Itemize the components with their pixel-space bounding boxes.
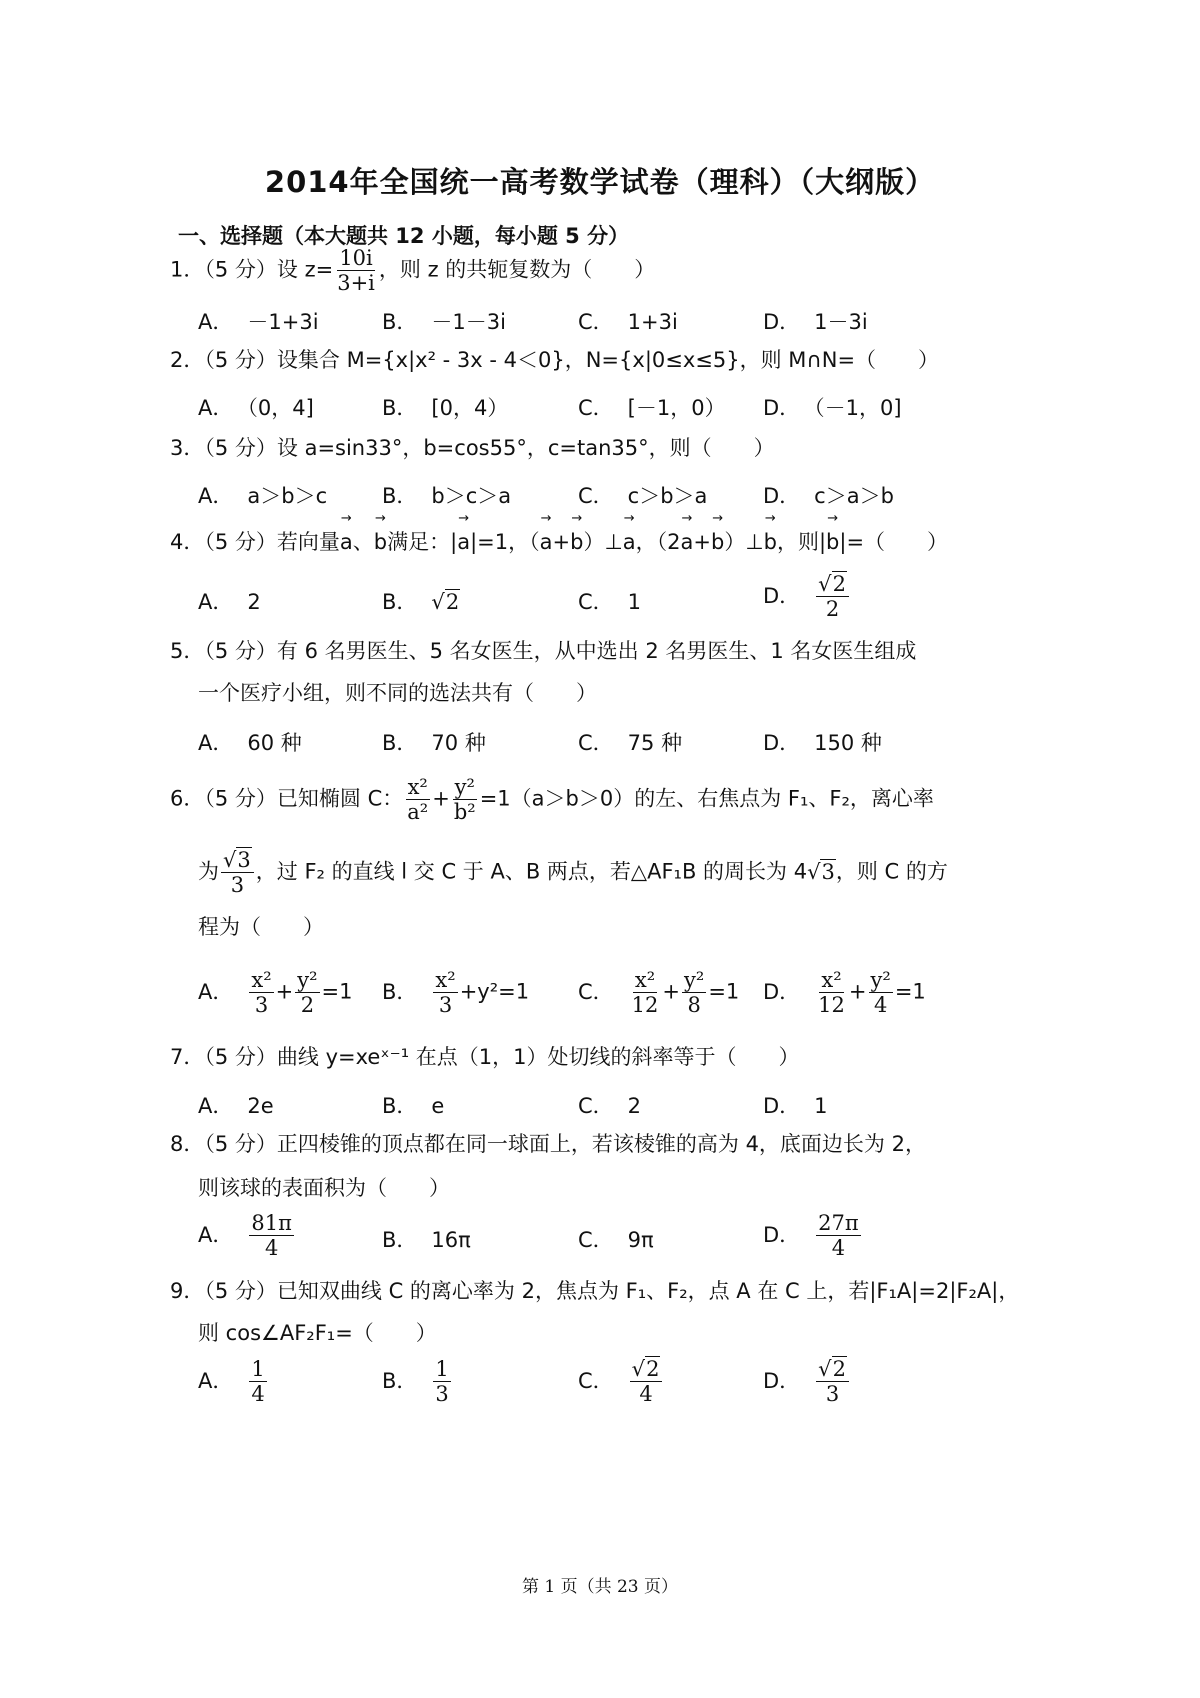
q8-option-b: B． 16π: [382, 1228, 471, 1252]
q1-option-b: B． －1－3i: [382, 310, 506, 334]
q8-option-d: D． $\frac{27\pi}{4}$: [763, 1211, 859, 1260]
q4-option-c: C． 1: [578, 590, 642, 614]
question-4: 4．（5 分）若向量→ a、→ b满足：|→ a|=1，（→ a+→ b）⊥→ a，（2→ a+→ b）⊥→ b，则|→ b|=（ ）: [170, 527, 948, 557]
fraction: $\frac{10i}{3+i}$: [337, 246, 375, 295]
question-9-line-1: 9．（5 分）已知双曲线 C 的离心率为 2，焦点为 F₁、F₂，点 A 在 C 上，若|F₁A|=2|F₂A|，: [170, 1279, 1020, 1303]
question-1: 1．（5 分）设 z= $\frac{10i}{3+i}$ ，则 z 的共轭复数为（ ）: [170, 246, 656, 295]
q9-option-d: D． $\frac{√2}{3}$: [763, 1357, 851, 1406]
q2-option-a: A． （0，4]: [198, 396, 314, 420]
q1-option-d: D． 1－3i: [763, 310, 868, 334]
q7-option-d: D． 1: [763, 1094, 828, 1118]
page-title: 2014年全国统一高考数学试卷（理科）（大纲版）: [264, 165, 936, 199]
q6-option-b: B． $\frac{\text{x²}}{3}$ +y²=1: [382, 968, 530, 1017]
q3-option-d: D． c＞a＞b: [763, 484, 894, 508]
q2-option-b: B． [0，4）: [382, 396, 509, 420]
q5-option-c: C． 75 种: [578, 731, 683, 755]
q4-option-a: A． 2: [198, 590, 261, 614]
q5-option-a: A． 60 种: [198, 731, 302, 755]
question-8-line-2: 则该球的表面积为（ ）: [198, 1176, 450, 1200]
q9-option-c: C． $\frac{√2}{4}$: [578, 1357, 664, 1406]
q4-option-d: D． $\frac{√2}{2}$: [763, 572, 851, 621]
q5-option-b: B． 70 种: [382, 731, 486, 755]
q6-option-d: D． $\frac{\text{x²}}{12}$ + $\frac{\text{y²}}{4}$ =1: [763, 968, 926, 1017]
question-8-line-1: 8．（5 分）正四棱锥的顶点都在同一球面上，若该棱锥的高为 4，底面边长为 2，: [170, 1132, 926, 1156]
q7-option-a: A． 2e: [198, 1094, 274, 1118]
question-2: 2．（5 分）设集合 M={x|x² - 3x - 4＜0}，N={x|0≤x≤5}，则 M∩N=（ ）: [170, 348, 940, 372]
q7-option-b: B． e: [382, 1094, 445, 1118]
q6-option-c: C． $\frac{\text{x²}}{12}$ + $\frac{\text{y²}}{8}$ =1: [578, 968, 740, 1017]
section-heading: 一、选择题（本大题共 12 小题，每小题 5 分）: [178, 224, 630, 248]
page-footer: 第 1 页（共 23 页）: [521, 1577, 679, 1597]
q8-option-c: C． 9π: [578, 1228, 654, 1252]
question-6-line-3: 程为（ ）: [198, 915, 324, 939]
q2-option-c: C． [－1，0）: [578, 396, 726, 420]
q4-option-b: B． √2: [382, 590, 460, 614]
q9-option-a: A． $\frac{1}{4}$: [198, 1357, 265, 1406]
question-6-line-2: 为 $\frac{√3}{3}$ ，过 F₂ 的直线 l 交 C 于 A、B 两点，若△AF₁B 的周长为 4√3，则 C 的方: [198, 848, 948, 897]
q3-option-b: B． b＞c＞a: [382, 484, 512, 508]
q7-option-c: C． 2: [578, 1094, 642, 1118]
question-5-line-1: 5．（5 分）有 6 名男医生、5 名女医生，从中选出 2 名男医生、1 名女医生组成: [170, 639, 917, 663]
q1-option-a: A． －1+3i: [198, 310, 319, 334]
question-7: 7．（5 分）曲线 y=xeˣ⁻¹ 在点（1，1）处切线的斜率等于（ ）: [170, 1045, 800, 1069]
question-9-line-2: 则 cos∠AF₂F₁=（ ）: [198, 1321, 437, 1345]
q9-option-b: B． $\frac{1}{3}$: [382, 1357, 449, 1406]
q1-option-c: C． 1+3i: [578, 310, 678, 334]
question-5-line-2: 一个医疗小组，则不同的选法共有（ ）: [198, 681, 597, 705]
q8-option-a: A． $\frac{81\pi}{4}$: [198, 1211, 292, 1260]
q2-option-d: D． （－1，0]: [763, 396, 902, 420]
q5-option-d: D． 150 种: [763, 731, 882, 755]
q6-option-a: A． $\frac{\text{x²}}{3}$ + $\frac{\text{y²}}{2}$ =1: [198, 968, 353, 1017]
question-3: 3．（5 分）设 a=sin33°，b=cos55°，c=tan35°，则（ ）: [170, 436, 775, 460]
q3-option-a: A． a＞b＞c: [198, 484, 328, 508]
q3-option-c: C． c＞b＞a: [578, 484, 708, 508]
question-6-line-1: 6．（5 分）已知椭圆 C： $\frac{\text{x²}}{\text{a²}}$ + $\frac{\text{y²}}{\text{b²}}$ =1（a＞b＞0）的左、右焦点为 F₁、F₂，离心率: [170, 775, 934, 824]
